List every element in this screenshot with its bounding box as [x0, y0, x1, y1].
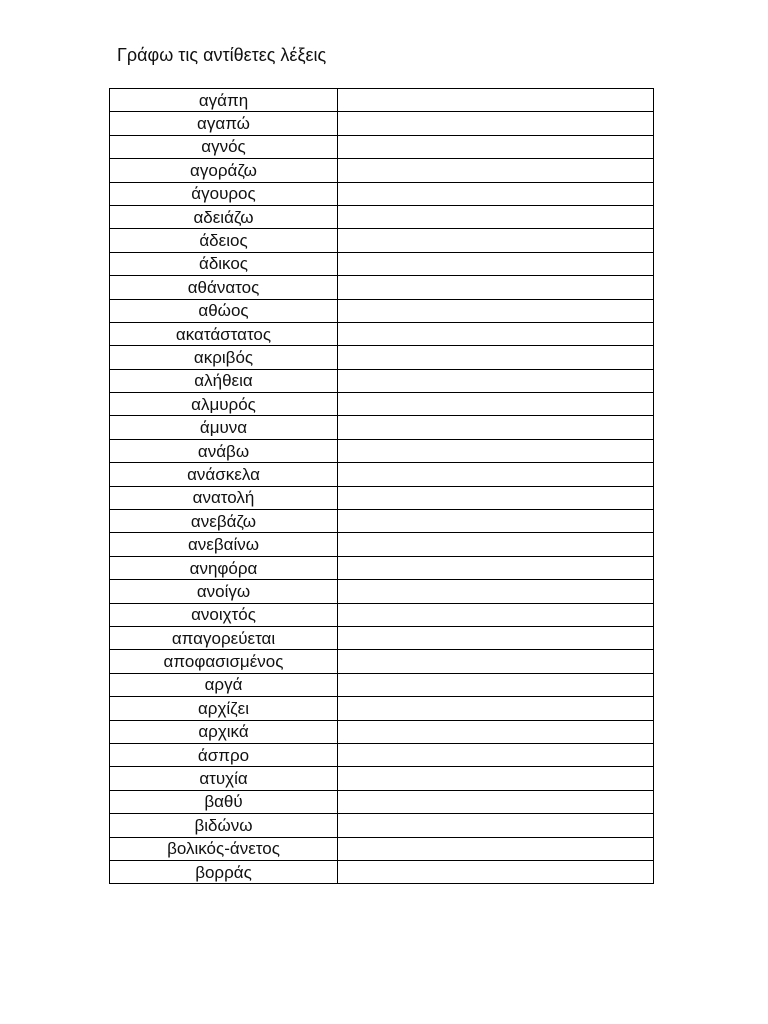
answer-cell	[338, 393, 654, 416]
word-cell: ανοιχτός	[110, 603, 338, 626]
table-row	[110, 112, 654, 135]
answer-cell	[338, 533, 654, 556]
word-cell: αποφασισμένος	[110, 650, 338, 673]
table-row	[110, 299, 654, 322]
answer-cell	[338, 580, 654, 603]
answer-cell	[338, 463, 654, 486]
answer-cell	[338, 112, 654, 135]
word-cell: αλήθεια	[110, 369, 338, 392]
answer-cell	[338, 135, 654, 158]
table-row	[110, 673, 654, 696]
word-cell: βαθύ	[110, 790, 338, 813]
word-cell: άδικος	[110, 252, 338, 275]
word-cell: βιδώνω	[110, 814, 338, 837]
table-row	[110, 346, 654, 369]
word-cell: άσπρο	[110, 743, 338, 766]
table-row	[110, 276, 654, 299]
table-row	[110, 510, 654, 533]
answer-cell	[338, 650, 654, 673]
word-cell: αλμυρός	[110, 393, 338, 416]
word-cell: αγάπη	[110, 89, 338, 112]
table-row	[110, 603, 654, 626]
word-cell: ανεβαίνω	[110, 533, 338, 556]
word-cell: αθάνατος	[110, 276, 338, 299]
table-row	[110, 182, 654, 205]
word-cell: αρχίζει	[110, 697, 338, 720]
answer-cell	[338, 510, 654, 533]
table-body	[110, 89, 654, 884]
answer-cell	[338, 767, 654, 790]
answer-cell	[338, 182, 654, 205]
word-cell: ακριβός	[110, 346, 338, 369]
word-cell: αργά	[110, 673, 338, 696]
table-row	[110, 767, 654, 790]
answer-cell	[338, 697, 654, 720]
answer-cell	[338, 814, 654, 837]
word-cell: αρχικά	[110, 720, 338, 743]
table-row	[110, 486, 654, 509]
table-row	[110, 463, 654, 486]
table-row	[110, 814, 654, 837]
answer-cell	[338, 159, 654, 182]
answer-cell	[338, 346, 654, 369]
table-row	[110, 416, 654, 439]
answer-cell	[338, 556, 654, 579]
table-row	[110, 860, 654, 883]
table-row	[110, 837, 654, 860]
table-row	[110, 135, 654, 158]
answer-cell	[338, 673, 654, 696]
answer-cell	[338, 603, 654, 626]
answer-cell	[338, 276, 654, 299]
table-row	[110, 743, 654, 766]
table-row	[110, 556, 654, 579]
table-row	[110, 89, 654, 112]
word-cell: αδειάζω	[110, 205, 338, 228]
word-cell: αγοράζω	[110, 159, 338, 182]
table-row	[110, 439, 654, 462]
word-cell: βορράς	[110, 860, 338, 883]
answer-cell	[338, 439, 654, 462]
table-row	[110, 790, 654, 813]
answer-cell	[338, 860, 654, 883]
table-row	[110, 720, 654, 743]
table-row	[110, 159, 654, 182]
table-row	[110, 322, 654, 345]
answer-cell	[338, 205, 654, 228]
word-cell: ακατάστατος	[110, 322, 338, 345]
word-cell: ανοίγω	[110, 580, 338, 603]
word-cell: αγνός	[110, 135, 338, 158]
table-row	[110, 252, 654, 275]
answer-cell	[338, 252, 654, 275]
answer-cell	[338, 229, 654, 252]
answer-cell	[338, 322, 654, 345]
answer-cell	[338, 790, 654, 813]
answer-cell	[338, 299, 654, 322]
word-cell: άμυνα	[110, 416, 338, 439]
word-cell: άγουρος	[110, 182, 338, 205]
word-cell: βολικός-άνετος	[110, 837, 338, 860]
word-cell: ανάσκελα	[110, 463, 338, 486]
table-row	[110, 533, 654, 556]
word-cell: ανάβω	[110, 439, 338, 462]
table-row	[110, 393, 654, 416]
table-row	[110, 205, 654, 228]
answer-cell	[338, 416, 654, 439]
answer-cell	[338, 720, 654, 743]
answer-cell	[338, 486, 654, 509]
word-cell: ανεβάζω	[110, 510, 338, 533]
table-row	[110, 626, 654, 649]
answer-cell	[338, 743, 654, 766]
word-cell: απαγορεύεται	[110, 626, 338, 649]
table-row	[110, 650, 654, 673]
opposites-table	[109, 88, 654, 884]
word-cell: ανηφόρα	[110, 556, 338, 579]
word-cell: αγαπώ	[110, 112, 338, 135]
table-row	[110, 697, 654, 720]
table-row	[110, 580, 654, 603]
answer-cell	[338, 89, 654, 112]
table-row	[110, 229, 654, 252]
page-title: Γράφω τις αντίθετες λέξεις	[117, 45, 327, 65]
answer-cell	[338, 369, 654, 392]
word-cell: αθώος	[110, 299, 338, 322]
table-row	[110, 369, 654, 392]
word-cell: ανατολή	[110, 486, 338, 509]
answer-cell	[338, 837, 654, 860]
answer-cell	[338, 626, 654, 649]
word-cell: άδειος	[110, 229, 338, 252]
word-cell: ατυχία	[110, 767, 338, 790]
